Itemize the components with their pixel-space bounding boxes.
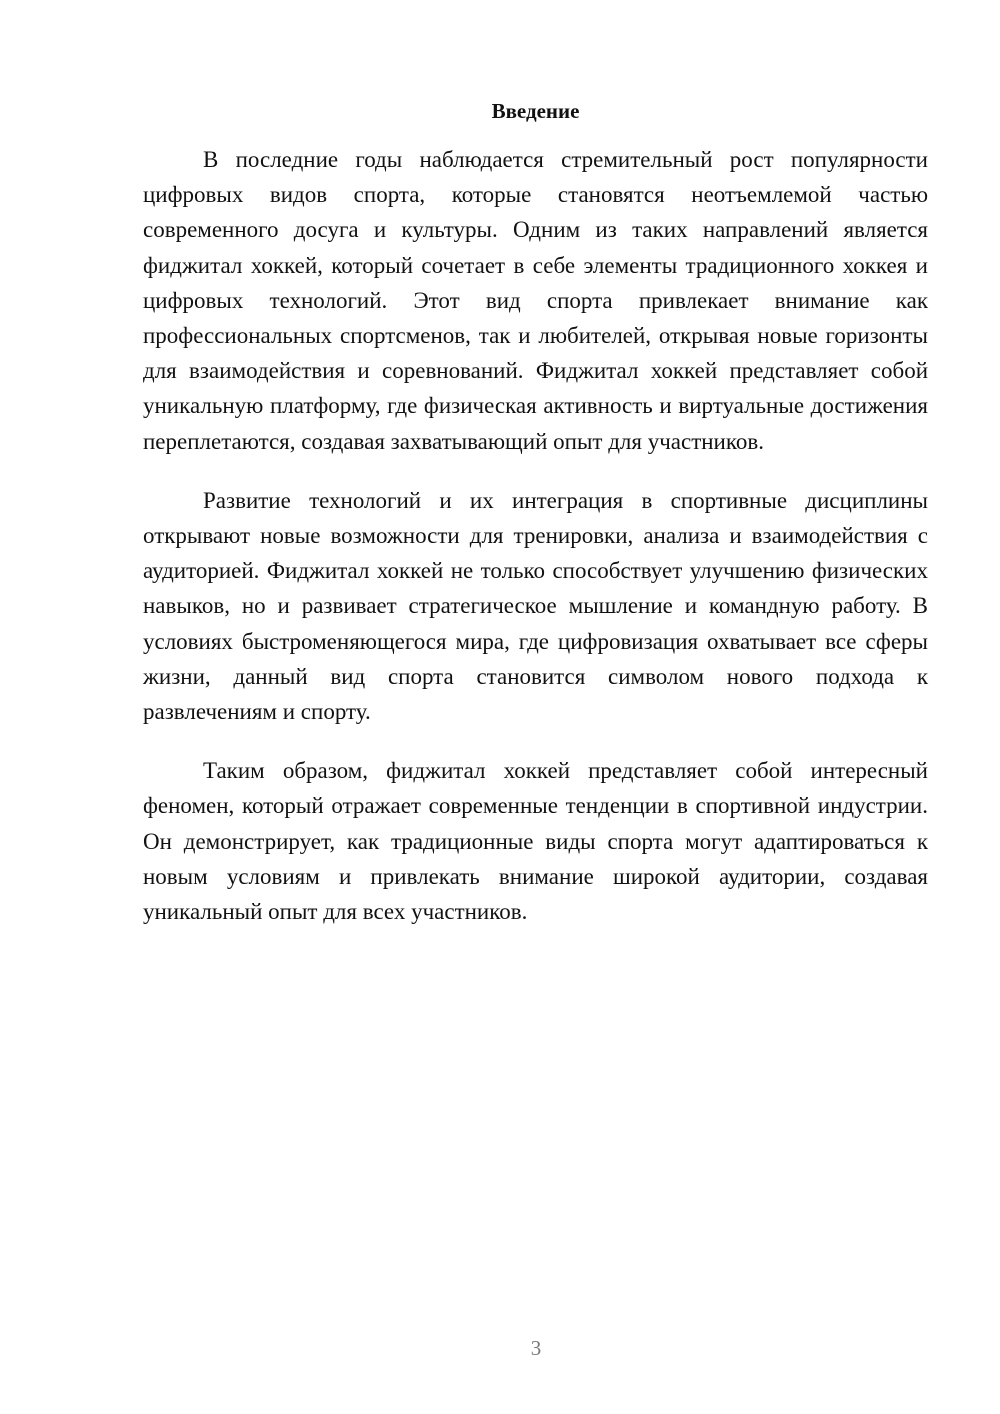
body-text <box>143 142 928 953</box>
paragraph-2: Развитие технологий и их интеграция в спортивные дисциплины открывают новые возможности для тренировки, анализа и взаимодействия с аудиторией. Фиджитал хоккей не только способствует улучшению физических навыков, но и развивает стратегическое мышление и командную работу. В условиях быстроменяющегося мира, где цифровизация охватывает все сферы жизни, данный вид спорта становится символом нового подхода к развлечениям и спорту. <box>143 487 928 725</box>
page-number: 3 <box>530 1336 542 1360</box>
paragraph-3: Таким образом, фиджитал хоккей представляет собой интересный феномен, который отражает современные тенденции в спортивной индустрии. Он демонстрирует, как традиционные виды спорта могут адаптироваться к новым условиям и привлекать внимание широкой аудитории, создавая уникальный опыт для всех участников. <box>143 758 928 925</box>
paragraph-1: В последние годы наблюдается стремительный рост популярности цифровых видов спорта, которые становятся неотъемлемой частью современного досуга и культуры. Одним из таких направлений является фиджитал хоккей, который сочетает в себе элементы традиционного хоккея и цифровых технологий. Этот вид спорта привлекает внимание как профессиональных спортсменов, так и любителей, открывая новые горизонты для взаимодействия и соревнований. Фиджитал хоккей представляет собой уникальную платформу, где физическая активность и виртуальные достижения переплетаются, создавая захватывающий опыт для участников. <box>143 147 928 454</box>
section-heading: Введение <box>491 99 580 123</box>
